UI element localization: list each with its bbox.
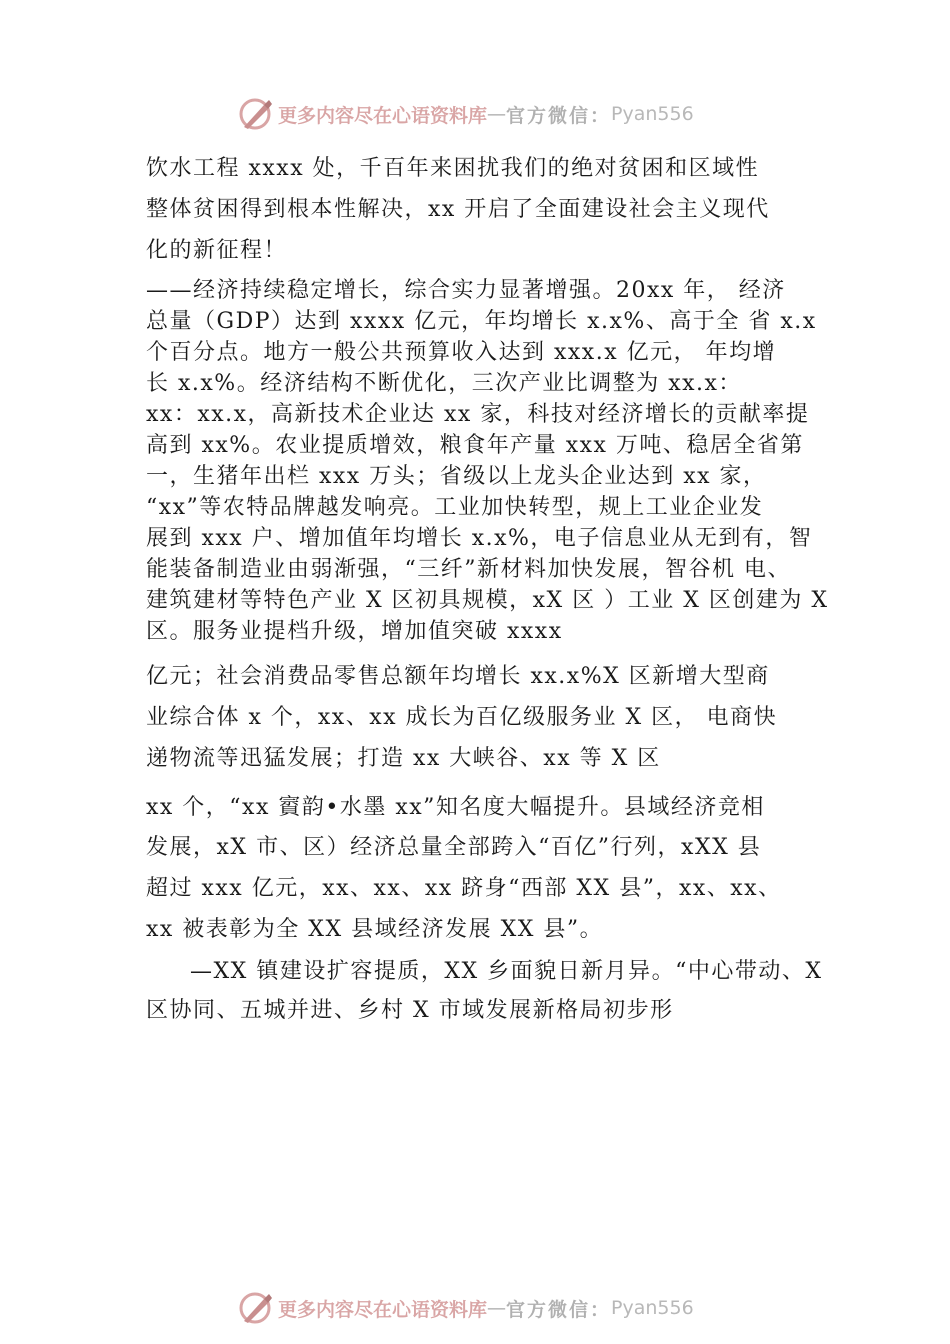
- pen-logo-icon: [238, 1291, 274, 1325]
- text-line: 亿元；社会消费品零售总额年均增长 xx.x%X 区新增大型商: [146, 664, 770, 689]
- pen-logo-icon: [238, 97, 274, 131]
- watermark-header: [238, 97, 694, 131]
- text-line: 长 x.x%。经济结构不断优化，三次产业比调整为 xx.x：: [146, 371, 742, 396]
- watermark-wechat-id: Pyan556: [611, 103, 694, 125]
- text-line: 展到 xxx 户、增加值年均增长 x.x%，电子信息业从无到有，智: [146, 526, 813, 551]
- text-line: 区协同、五城并进、乡村 X 市域发展新格局初步形: [146, 998, 674, 1023]
- text-line: “xx”等农特品牌越发响亮。工业加快转型，规上工业企业发: [146, 495, 764, 520]
- text-line: 建筑建材等特色产业 X 区初具规模，xX 区 ）工业 X 区创建为 X: [146, 588, 829, 613]
- text-line: —XX 镇建设扩容提质，XX 乡面貌日新月异。“中心带动、X: [190, 959, 823, 984]
- text-line: 整体贫困得到根本性解决，xx 开启了全面建设社会主义现代: [146, 197, 770, 222]
- watermark-footer: [238, 1291, 694, 1325]
- text-line: 区。服务业提档升级，增加值突破 xxxx: [146, 619, 563, 644]
- text-line: 一，生猪年出栏 xxx 万头；省级以上龙头企业达到 xx 家，: [146, 464, 767, 489]
- text-line: xx 被表彰为全 XX 县域经济发展 XX 县”。: [146, 917, 604, 942]
- watermark-site-text: 更多内容尽在心语资料库: [278, 104, 488, 127]
- text-line: xx：xx.x，高新技术企业达 xx 家，科技对经济增长的贡献率提: [146, 402, 810, 427]
- text-line: xx 个，“xx 賨韵•水墨 xx”知名度大幅提升。县域经济竞相: [146, 795, 765, 820]
- text-line: 个百分点。地方一般公共预算收入达到 xxx.x 亿元， 年均增: [146, 340, 777, 365]
- text-line: 高到 xx%。农业提质增效，粮食年产量 xxx 万吨、稳居全省第: [146, 433, 804, 458]
- watermark-dash: —: [487, 103, 507, 125]
- watermark-wechat-label: 官方微信：: [506, 104, 612, 127]
- watermark-dash: —: [487, 1297, 507, 1319]
- text-line: 业综合体 x 个，xx、xx 成长为百亿级服务业 X 区， 电商快: [146, 705, 778, 730]
- watermark-wechat-label: 官方微信：: [506, 1298, 612, 1321]
- text-line: 递物流等迅猛发展；打造 xx 大峡谷、xx 等 X 区: [146, 746, 661, 771]
- text-line: ——经济持续稳定增长，综合实力显著增强。20xx 年， 经济: [146, 278, 786, 303]
- text-line: 能装备制造业由弱渐强，“三纤”新材料加快发展，智谷机 电、: [146, 557, 791, 582]
- text-line: 化的新征程！: [146, 238, 288, 263]
- text-line: 发展，xX 市、区）经济总量全部跨入“百亿”行列，xXX 县: [146, 835, 762, 860]
- text-line: 超过 xxx 亿元，xx、xx、xx 跻身“西部 XX 县”，xx、xx、: [146, 876, 782, 901]
- text-line: 饮水工程 xxxx 处，千百年来困扰我们的绝对贫困和区域性: [146, 156, 760, 181]
- watermark-site-text: 更多内容尽在心语资料库: [278, 1298, 488, 1321]
- watermark-wechat-id: Pyan556: [611, 1297, 694, 1319]
- text-line: 总量（GDP）达到 xxxx 亿元，年均增长 x.x%、高于全 省 x.x: [146, 309, 817, 334]
